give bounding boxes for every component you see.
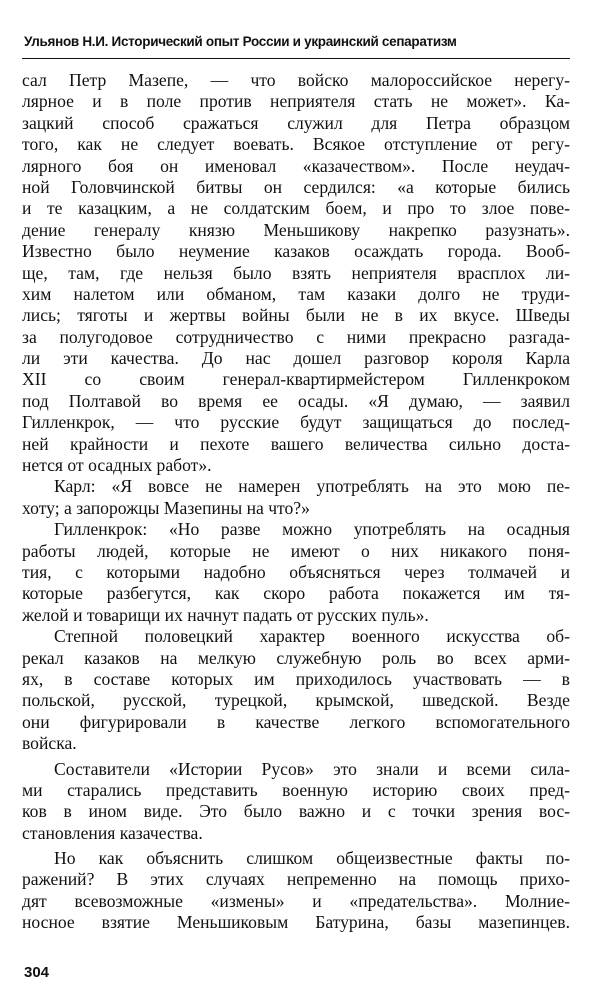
text-line: того, как не следует воевать. Всякое отступление от регу- xyxy=(22,134,570,155)
text-line: хим налетом или обманом, там казаки долго не труди- xyxy=(22,283,570,304)
text-line: ней крайности и пехоте вашего величества сильно доста- xyxy=(22,433,570,454)
text-line: хоту; а запорожцы Мазепины на что?» xyxy=(22,497,310,518)
text-line: ях, в составе которых им приходилось участвовать — в xyxy=(22,668,570,689)
text-line: польской, русской, турецкой, крымской, шведской. Везде xyxy=(22,690,570,711)
text-line: Известно было неумение казаков осаждать города. Вооб- xyxy=(22,241,570,262)
text-line: ли эти качества. До нас дошел разговор короля Карла xyxy=(22,348,570,369)
paragraph-6 xyxy=(22,848,570,934)
text-line: которые разбегутся, как скоро работа покажется им тя- xyxy=(22,583,570,604)
text-line: сал Петр Мазепе, — что войско малороссийское нерегу- xyxy=(22,70,570,90)
paragraph-4 xyxy=(22,626,570,754)
text-line: тия, с которыми надобно объясняться через толмачей и xyxy=(22,561,570,582)
text-line: нется от осадных работ». xyxy=(22,455,212,476)
paragraph-1 xyxy=(22,70,570,476)
text-line: ной Головчинской битвы он сердился: «а которые бились xyxy=(22,176,570,197)
running-head-title: Ульянов Н.И. Исторический опыт России и украинский сепаратизм xyxy=(24,34,457,49)
text-line: Гилленкрок, — что русские будут защищаться до послед- xyxy=(22,412,570,433)
text-line: XII со своим генерал-квартирмейстером Гилленкроком xyxy=(22,369,570,390)
text-line: Карл: «Я вовсе не намерен употреблять на это мою пе- xyxy=(54,476,570,497)
text-line: за полугодовое сотрудничество с ними прекрасно разгада- xyxy=(22,326,570,347)
text-line: Составители «Истории Русов» это знали и всеми сила- xyxy=(54,758,570,779)
paragraph-5 xyxy=(22,759,570,845)
text-line: Гилленкрок: «Но разве можно употреблять на осадныя xyxy=(54,519,570,540)
text-line: рекал казаков на мелкую служебную роль во всех арми- xyxy=(22,647,570,668)
paragraph-2 xyxy=(22,476,570,519)
text-line: лярное и в поле против неприятеля стать не может». Ка- xyxy=(22,91,570,112)
text-line: и те казацким, а не солдатским боем, и про то злое пове- xyxy=(22,198,570,219)
text-line: дят всевозможные «измены» и «предательства». Молние- xyxy=(22,890,570,911)
text-line: зацкий способ сражаться служил для Петра образцом xyxy=(22,112,570,133)
text-line: желой и товарищи их начнут падать от русских пуль». xyxy=(22,604,429,625)
text-line: становления казачества. xyxy=(22,822,203,843)
text-line: Но как объяснить слишком общеизвестные факты по- xyxy=(54,848,570,869)
text-line: Степной половецкий характер военного искусства об- xyxy=(54,626,570,647)
text-line: ков в ином виде. Это было важно и с точки зрения вос- xyxy=(22,801,570,822)
text-line: носное взятие Меньшиковым Батурина, базы мазепинцев. xyxy=(22,912,570,933)
paragraph-3 xyxy=(22,519,570,626)
text-line: под Полтавой во время ее осады. «Я думаю, — заявил xyxy=(22,390,570,411)
header-rule xyxy=(22,58,570,59)
text-line: лись; тяготы и жертвы войны были не в их вкусе. Шведы xyxy=(22,305,570,326)
text-line: дение генералу князю Меньшикову накрепко разузнать». xyxy=(22,219,570,240)
text-line: работы людей, которые не имеют о них никакого поня- xyxy=(22,540,570,561)
text-line: ражений? В этих случаях непременно на помощь прихо- xyxy=(22,869,570,890)
text-line: лярного боя он именовал «казачеством». После неудач- xyxy=(22,155,570,176)
page-number: 304 xyxy=(24,964,50,981)
text-line: ще, там, где нельзя было взять неприятеля врасплох ли- xyxy=(22,262,570,283)
text-line: они фигурировали в качестве легкого вспомогательного xyxy=(22,711,570,732)
text-line: войска. xyxy=(22,733,77,754)
body-text xyxy=(22,70,570,934)
text-line: ми старались представить военную историю своих пред- xyxy=(22,779,570,800)
